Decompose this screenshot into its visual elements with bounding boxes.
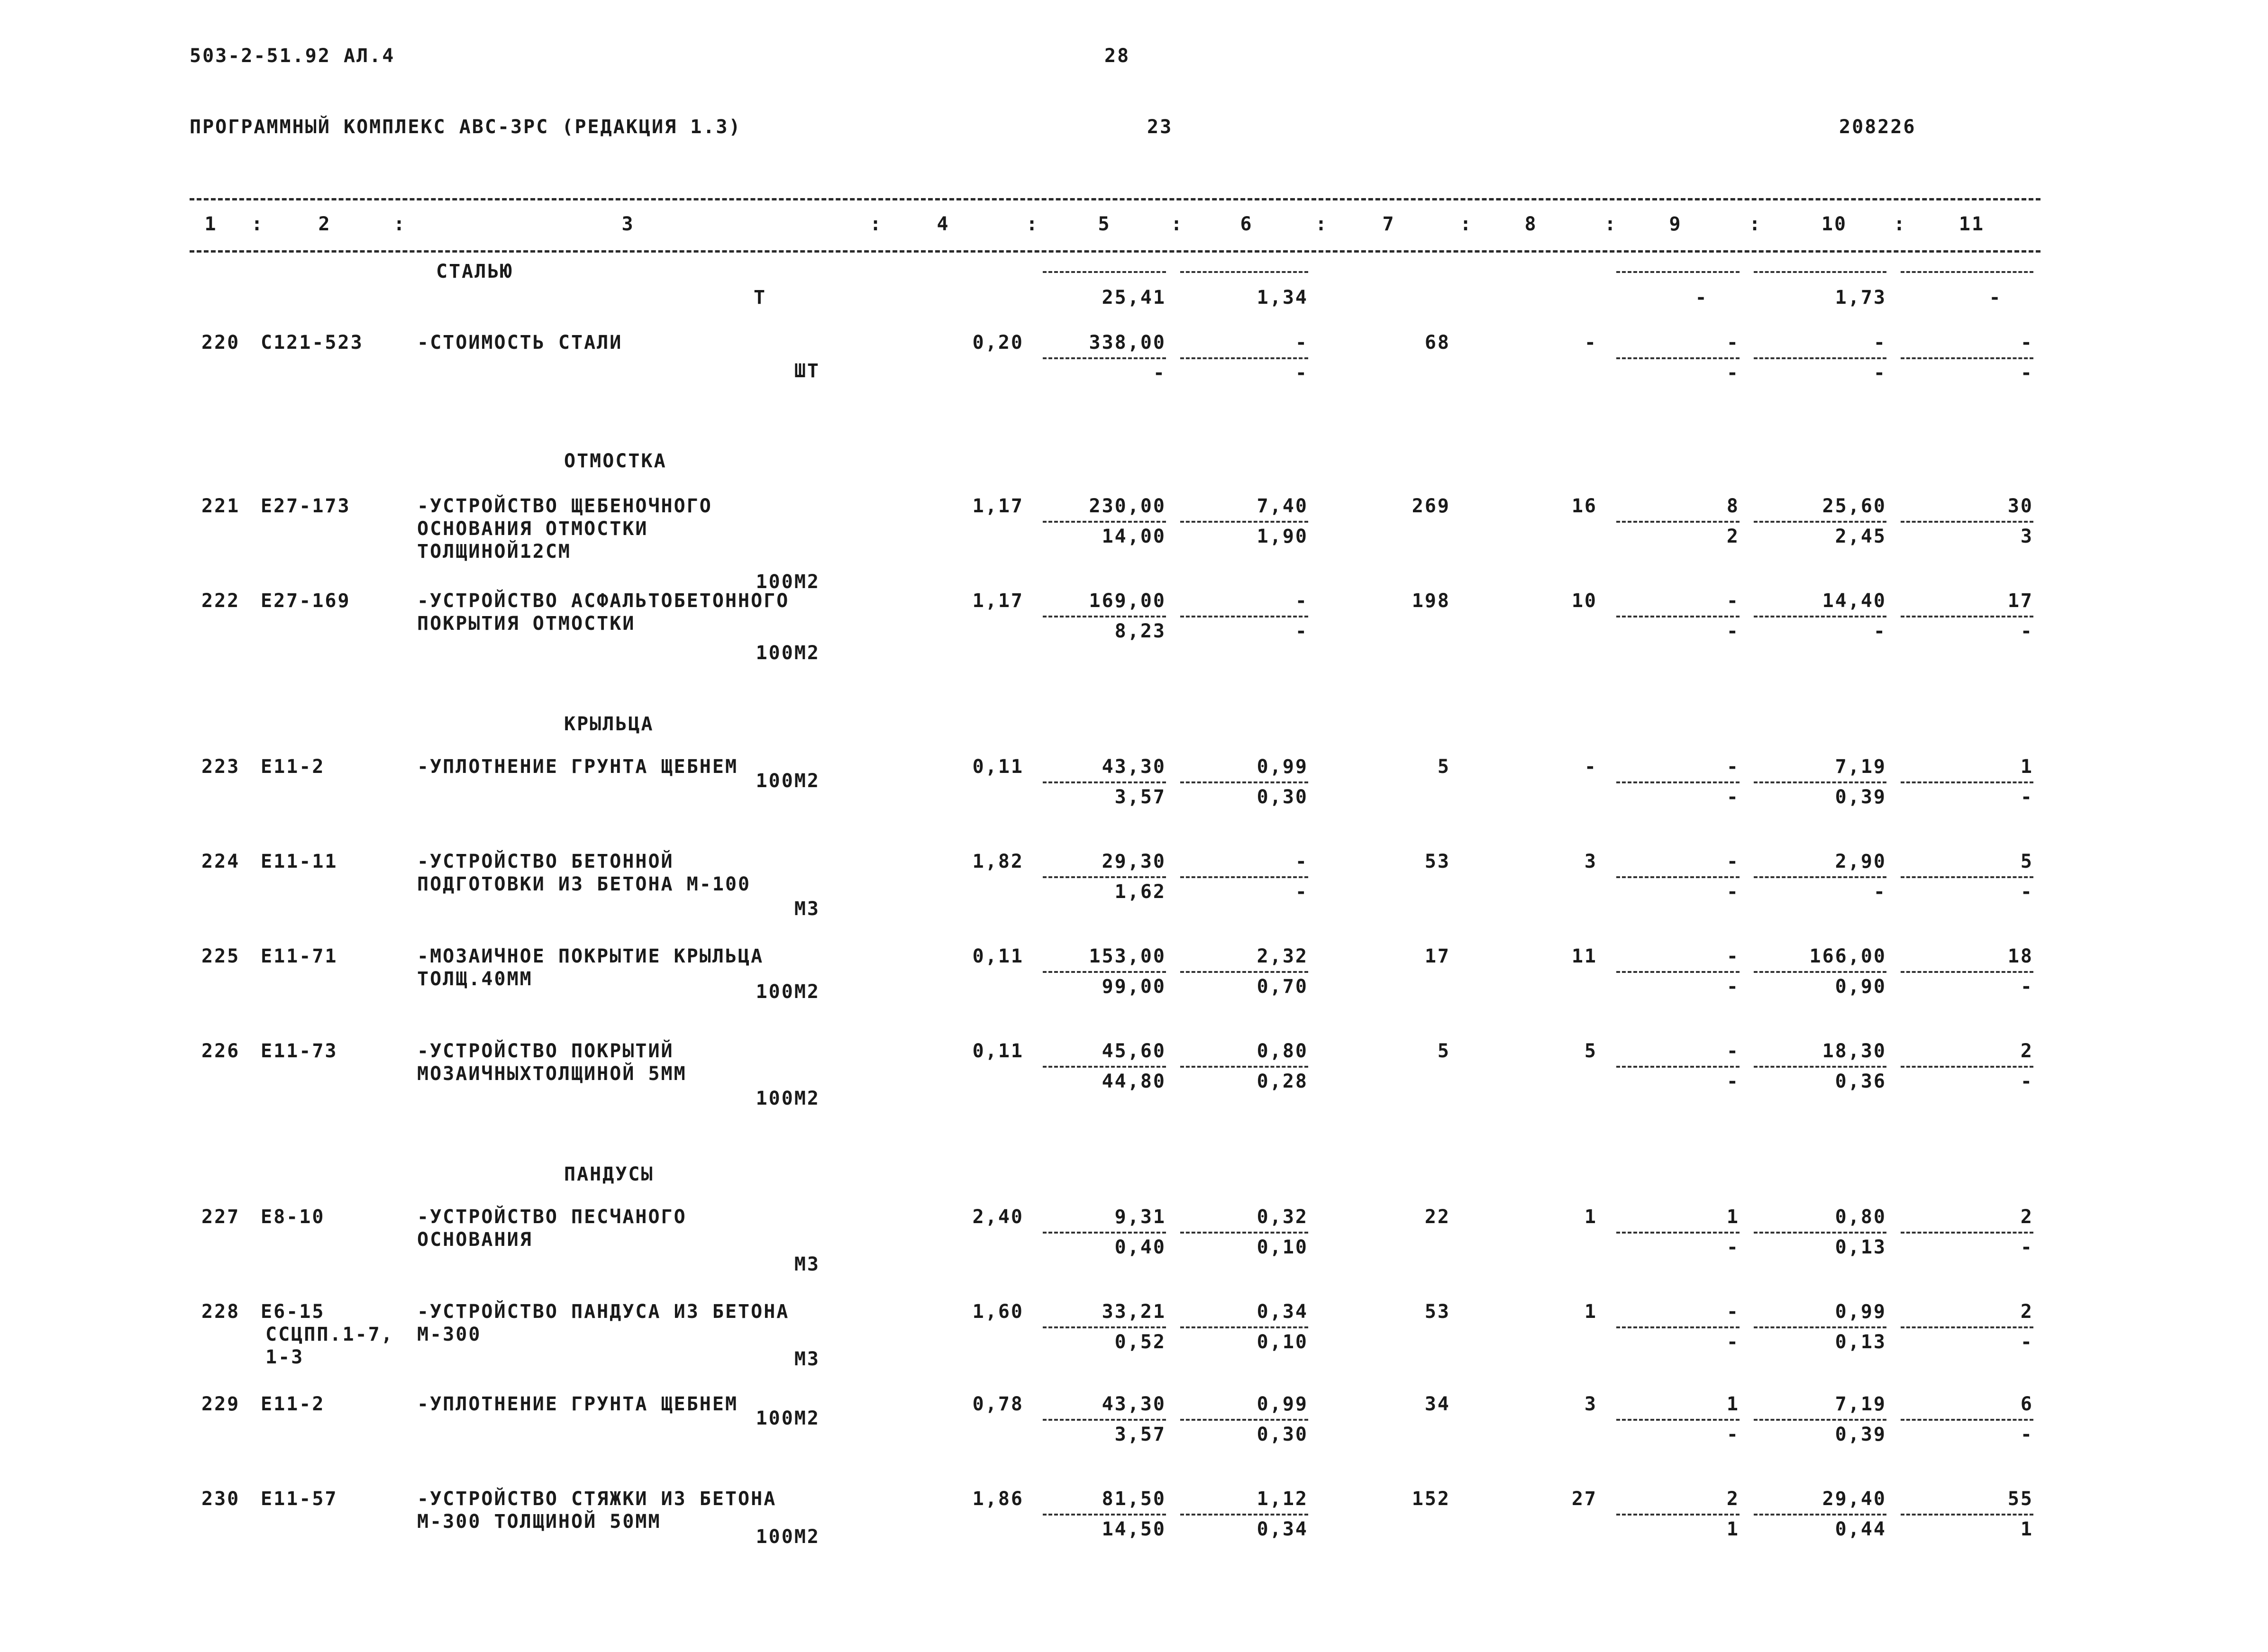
fraction-line [1043,616,1166,617]
cell-c10-bottom: 2,45 [1835,526,1886,547]
cell-c11-top: 5 [2020,851,2033,872]
cell-c11-top: 30 [2007,495,2033,517]
item-unit: 100М2 [756,571,820,593]
col-separator: : [1894,213,1907,235]
cell-c6-bottom: 0,10 [1257,1236,1308,1258]
fraction-line [1754,1066,1886,1068]
cell-c9-bottom: - [1726,1071,1740,1092]
item-unit: М3 [794,1348,820,1370]
cell-c6-bottom: 0,70 [1257,976,1308,998]
cell-c5-top: 43,30 [1102,1393,1166,1415]
cell-c6-top: 7,40 [1257,495,1308,517]
cell-c7: 34 [1424,1393,1450,1415]
item-description: -УСТРОЙСТВО ПЕСЧАНОГО [417,1206,687,1228]
cell-c4: 0,20 [972,332,1024,354]
item-description: -УПЛОТНЕНИЕ ГРУНТА ЩЕБНЕМ [417,1393,738,1415]
cell-c6-bottom: 0,28 [1257,1071,1308,1092]
item-description: СТАЛЬЮ [436,261,513,282]
cell-c11-top: 55 [2007,1488,2033,1510]
item-number: 223 [201,756,240,778]
cell-c9-bottom: 2 [1726,526,1740,547]
item-description: -УСТРОЙСТВО ПОКРЫТИЙ [417,1040,674,1062]
cell-c11-bottom: - [2020,976,2033,998]
fraction-line [1616,1419,1740,1421]
page-number-inner: 23 [1147,116,1173,138]
fraction-line [1616,271,1740,273]
cell-c6-top: - [1295,590,1308,612]
cell-c5-bottom: 8,23 [1114,620,1166,642]
cell-c6-top: 0,34 [1257,1301,1308,1323]
item-unit: 100М2 [756,770,820,792]
cell-c5-top: 45,60 [1102,1040,1166,1062]
item-description: -УСТРОЙСТВО БЕТОННОЙ [417,851,674,872]
cell-c10-top: 0,80 [1835,1206,1886,1228]
fraction-line [1180,271,1308,273]
cell-c9-top: - [1726,851,1740,872]
cell-c9-bottom: - [1695,287,1708,309]
fraction-line [1901,357,2033,359]
cell-c11-bottom: - [2020,362,2033,384]
item-unit: 100М2 [756,981,820,1003]
col-header: 9 [1669,213,1682,235]
cell-c5-bottom: 14,50 [1102,1518,1166,1540]
cell-c8: 5 [1584,1040,1597,1062]
cell-c10-bottom: 1,73 [1835,287,1886,309]
item-code: С121-523 [261,332,364,354]
item-description: -УПЛОТНЕНИЕ ГРУНТА ЩЕБНЕМ [417,756,738,778]
col-header: 1 [204,213,218,235]
item-unit: Т [754,287,767,309]
item-description: -УСТРОЙСТВО ЩЕБЕНОЧНОГО [417,495,712,517]
item-code: Е11-71 [261,945,338,967]
fraction-line [1754,357,1886,359]
cell-c8: - [1584,332,1597,354]
cell-c6-top: - [1295,851,1308,872]
cell-c9-top: 2 [1726,1488,1740,1510]
cell-c10-bottom: 0,90 [1835,976,1886,998]
item-code: Е11-2 [261,1393,325,1415]
item-unit: 100М2 [756,1526,820,1548]
col-separator: : [870,213,883,235]
fraction-line [1754,616,1886,617]
cell-c6-bottom: 1,34 [1257,287,1308,309]
cell-c11-bottom: - [2020,1236,2033,1258]
cell-c5-bottom: 0,52 [1114,1331,1166,1353]
item-description: ОСНОВАНИЯ ОТМОСТКИ [417,518,648,540]
cell-c4: 0,11 [972,756,1024,778]
cell-c4: 2,40 [972,1206,1024,1228]
cell-c6-top: 1,12 [1257,1488,1308,1510]
cell-c10-top: 2,90 [1835,851,1886,872]
cell-c4: 1,60 [972,1301,1024,1323]
cell-c10-top: 25,60 [1822,495,1886,517]
fraction-line [1901,1419,2033,1421]
cell-c11-top: 2 [2020,1301,2033,1323]
cell-c11-top: 1 [2020,756,2033,778]
col-header: 4 [937,213,950,235]
item-number: 228 [201,1301,240,1323]
fraction-line [1901,876,2033,878]
fraction-line [1616,876,1740,878]
col-header: 7 [1382,213,1395,235]
cell-c5-bottom: 44,80 [1102,1071,1166,1092]
cell-c7: 17 [1424,945,1450,967]
page-number-top: 28 [1104,45,1130,67]
item-description: ТОЛЩИНОЙ12СМ [417,541,571,563]
col-header: 5 [1098,213,1111,235]
cell-c11-top: - [2020,332,2033,354]
cell-c5-bottom: 99,00 [1102,976,1166,998]
fraction-line [1616,616,1740,617]
cell-c9-top: - [1726,756,1740,778]
cell-c7: 5 [1437,1040,1450,1062]
fraction-line [1043,1066,1166,1068]
cell-c6-bottom: 0,30 [1257,786,1308,808]
item-description: М-300 [417,1324,482,1345]
fraction-line [1180,1066,1308,1068]
cell-c10-bottom: 0,36 [1835,1071,1886,1092]
col-separator: : [251,213,264,235]
cell-c10-top: 14,40 [1822,590,1886,612]
cell-c10-bottom: - [1873,881,1886,903]
item-code: Е11-57 [261,1488,338,1510]
cell-c10-bottom: - [1873,362,1886,384]
cell-c6-bottom: 0,30 [1257,1424,1308,1445]
cell-c11-bottom: - [2020,1331,2033,1353]
cell-c11-bottom: - [2020,786,2033,808]
cell-c5-top: 338,00 [1089,332,1166,354]
cell-c5-top: 9,31 [1114,1206,1166,1228]
fraction-line [1616,1326,1740,1328]
item-description: МОЗАИЧНЫХТОЛЩИНОЙ 5ММ [417,1063,687,1085]
cell-c8: 1 [1584,1206,1597,1228]
cell-c9-bottom: - [1726,786,1740,808]
cell-c5-top: 81,50 [1102,1488,1166,1510]
item-description: -УСТРОЙСТВО АСФАЛЬТОБЕТОННОГО [417,590,790,612]
cell-c6-bottom: - [1295,881,1308,903]
cell-c7: 22 [1424,1206,1450,1228]
col-separator: : [1171,213,1184,235]
fraction-line [1754,971,1886,973]
cell-c9-bottom: - [1726,976,1740,998]
cell-c8: 3 [1584,1393,1597,1415]
section-title-krylca: КРЫЛЬЦА [564,713,654,735]
fraction-line [1180,1232,1308,1234]
fraction-line [1043,781,1166,783]
cell-c9-bottom: - [1726,620,1740,642]
cell-c10-bottom: 0,39 [1835,786,1886,808]
fraction-line [1754,876,1886,878]
fraction-line [1043,876,1166,878]
item-number: 224 [201,851,240,872]
item-code: Е27-169 [261,590,351,612]
cell-c10-bottom: - [1873,620,1886,642]
cell-c6-top: 2,32 [1257,945,1308,967]
cell-c5-bottom: 3,57 [1114,786,1166,808]
cell-c11-top: 18 [2007,945,2033,967]
cell-c5-bottom: 1,62 [1114,881,1166,903]
cell-c10-top: 166,00 [1809,945,1886,967]
col-separator: : [1604,213,1618,235]
fraction-line [1043,1326,1166,1328]
fraction-line [1754,271,1886,273]
col-separator: : [1026,213,1039,235]
fraction-line [1901,616,2033,617]
cell-c11-top: 6 [2020,1393,2033,1415]
col-header: 8 [1524,213,1538,235]
cell-c5-top: 169,00 [1089,590,1166,612]
header-rule-top [190,198,2040,200]
cell-c7: 68 [1424,332,1450,354]
item-code: Е27-173 [261,495,351,517]
cell-c10-top: - [1873,332,1886,354]
fraction-line [1754,781,1886,783]
item-code: Е11-73 [261,1040,338,1062]
item-number: 226 [201,1040,240,1062]
cell-c7: 152 [1412,1488,1450,1510]
cell-c4: 1,82 [972,851,1024,872]
cell-c6-bottom: - [1295,362,1308,384]
col-header: 2 [318,213,331,235]
cell-c6-bottom: 0,10 [1257,1331,1308,1353]
fraction-line [1180,1514,1308,1516]
item-code: Е8-10 [261,1206,325,1228]
cell-c9-bottom: 1 [1726,1518,1740,1540]
cell-c10-top: 29,40 [1822,1488,1886,1510]
cell-c7: 53 [1424,1301,1450,1323]
cell-c8: 1 [1584,1301,1597,1323]
cell-c10-bottom: 0,44 [1835,1518,1886,1540]
fraction-line [1616,781,1740,783]
item-description: -УСТРОЙСТВО ПАНДУСА ИЗ БЕТОНА [417,1301,790,1323]
col-separator: : [1315,213,1329,235]
cell-c10-top: 7,19 [1835,1393,1886,1415]
cell-c5-top: 153,00 [1089,945,1166,967]
fraction-line [1043,1419,1166,1421]
cell-c4: 1,17 [972,590,1024,612]
cell-c10-top: 7,19 [1835,756,1886,778]
fraction-line [1180,781,1308,783]
fraction-line [1901,1514,2033,1516]
cell-c10-top: 0,99 [1835,1301,1886,1323]
item-description: -УСТРОЙСТВО СТЯЖКИ ИЗ БЕТОНА [417,1488,777,1510]
cell-c9-top: 1 [1726,1206,1740,1228]
item-code-extra: 1-3 [265,1346,304,1368]
item-description: -МОЗАИЧНОЕ ПОКРЫТИЕ КРЫЛЬЦА [417,945,764,967]
cell-c6-top: 0,32 [1257,1206,1308,1228]
item-number: 222 [201,590,240,612]
cell-c8: 16 [1571,495,1597,517]
cell-c5-bottom: - [1153,362,1166,384]
item-number: 227 [201,1206,240,1228]
cell-c9-bottom: - [1726,1331,1740,1353]
item-code-extra: ССЦПП.1-7, [265,1324,394,1345]
cell-c5-bottom: 25,41 [1102,287,1166,309]
cell-c11-bottom: - [2020,881,2033,903]
cell-c10-bottom: 0,13 [1835,1331,1886,1353]
item-description: ТОЛЩ.40ММ [417,968,533,990]
item-description: ПОДГОТОВКИ ИЗ БЕТОНА М-100 [417,873,751,895]
cell-c4: 1,17 [972,495,1024,517]
cell-c8: 3 [1584,851,1597,872]
item-unit: ШТ [794,360,820,382]
cell-c11-bottom: 3 [2020,526,2033,547]
fraction-line [1754,521,1886,523]
fraction-line [1616,971,1740,973]
fraction-line [1616,357,1740,359]
item-number: 221 [201,495,240,517]
fraction-line [1616,1232,1740,1234]
cell-c10-top: 18,30 [1822,1040,1886,1062]
cell-c6-top: 0,80 [1257,1040,1308,1062]
cell-c5-top: 230,00 [1089,495,1166,517]
section-title-pandusy: ПАНДУСЫ [564,1163,654,1185]
cell-c5-top: 29,30 [1102,851,1166,872]
item-code: Е11-2 [261,756,325,778]
col-header: 11 [1958,213,1985,235]
section-title-otmostka: ОТМОСТКА [564,450,667,472]
item-unit: М3 [794,1253,820,1275]
cell-c8: 11 [1571,945,1597,967]
col-separator: : [1749,213,1762,235]
cell-c7: 53 [1424,851,1450,872]
fraction-line [1901,1326,2033,1328]
program-title: ПРОГРАММНЫЙ КОМПЛЕКС АВС-3РС (РЕДАКЦИЯ 1.3) [190,116,742,138]
col-header: 10 [1821,213,1848,235]
cell-c6-top: - [1295,332,1308,354]
item-unit: 100М2 [756,1407,820,1429]
fraction-line [1754,1232,1886,1234]
item-code: Е6-15 [261,1301,325,1323]
fraction-line [1754,1514,1886,1516]
item-description: ОСНОВАНИЯ [417,1229,533,1251]
cell-c9-bottom: - [1726,1424,1740,1445]
fraction-line [1754,1419,1886,1421]
fraction-line [1901,271,2033,273]
fraction-line [1180,1419,1308,1421]
fraction-line [1901,971,2033,973]
cell-c9-top: - [1726,1040,1740,1062]
cell-c8: 27 [1571,1488,1597,1510]
fraction-line [1180,521,1308,523]
col-separator: : [393,213,407,235]
cell-c7: 269 [1412,495,1450,517]
cell-c11-bottom: 1 [2020,1518,2033,1540]
cell-c5-top: 33,21 [1102,1301,1166,1323]
cell-c4: 0,78 [972,1393,1024,1415]
cell-c9-top: 8 [1726,495,1740,517]
item-number: 220 [201,332,240,354]
cell-c9-top: 1 [1726,1393,1740,1415]
cell-c7: 5 [1437,756,1450,778]
item-description: -СТОИМОСТЬ СТАЛИ [417,332,623,354]
fraction-line [1901,521,2033,523]
item-number: 229 [201,1393,240,1415]
cell-c11-bottom: - [1989,287,2002,309]
cell-c6-top: 0,99 [1257,756,1308,778]
col-header: 3 [621,213,635,235]
item-description: ПОКРЫТИЯ ОТМОСТКИ [417,613,636,635]
doc-code: 503-2-51.92 АЛ.4 [190,45,395,67]
col-header: 6 [1240,213,1253,235]
cell-c5-bottom: 3,57 [1114,1424,1166,1445]
fraction-line [1180,1326,1308,1328]
cell-c10-bottom: 0,13 [1835,1236,1886,1258]
fraction-line [1901,1232,2033,1234]
fraction-line [1901,1066,2033,1068]
item-code: Е11-11 [261,851,338,872]
col-separator: : [1460,213,1473,235]
fraction-line [1616,1066,1740,1068]
cell-c5-top: 43,30 [1102,756,1166,778]
cell-c9-top: - [1726,332,1740,354]
cell-c4: 1,86 [972,1488,1024,1510]
cell-c9-top: - [1726,590,1740,612]
cell-c11-bottom: - [2020,1071,2033,1092]
fraction-line [1043,1232,1166,1234]
fraction-line [1616,1514,1740,1516]
item-number: 225 [201,945,240,967]
cell-c6-bottom: - [1295,620,1308,642]
fraction-line [1043,521,1166,523]
cell-c11-top: 2 [2020,1206,2033,1228]
cell-c10-bottom: 0,39 [1835,1424,1886,1445]
fraction-line [1180,971,1308,973]
cell-c4: 0,11 [972,1040,1024,1062]
fraction-line [1180,616,1308,617]
fraction-line [1043,1514,1166,1516]
fraction-line [1754,1326,1886,1328]
fraction-line [1616,521,1740,523]
cell-c4: 0,11 [972,945,1024,967]
cell-c9-bottom: - [1726,1236,1740,1258]
item-number: 230 [201,1488,240,1510]
cell-c9-top: - [1726,945,1740,967]
fraction-line [1043,971,1166,973]
cell-c11-bottom: - [2020,1424,2033,1445]
fraction-line [1180,357,1308,359]
cell-c5-bottom: 0,40 [1114,1236,1166,1258]
cell-c8: - [1584,756,1597,778]
cell-c11-top: 2 [2020,1040,2033,1062]
cell-c7: 198 [1412,590,1450,612]
doc-number: 208226 [1839,116,1916,138]
cell-c9-top: - [1726,1301,1740,1323]
cell-c6-top: 0,99 [1257,1393,1308,1415]
fraction-line [1180,876,1308,878]
fraction-line [1043,271,1166,273]
cell-c9-bottom: - [1726,362,1740,384]
header-rule-bottom [190,250,2040,253]
cell-c11-bottom: - [2020,620,2033,642]
item-unit: 100М2 [756,1088,820,1109]
cell-c5-bottom: 14,00 [1102,526,1166,547]
item-description: М-300 ТОЛЩИНОЙ 50ММ [417,1511,661,1533]
cell-c6-bottom: 0,34 [1257,1518,1308,1540]
cell-c9-bottom: - [1726,881,1740,903]
item-unit: М3 [794,898,820,920]
cell-c11-top: 17 [2007,590,2033,612]
cell-c8: 10 [1571,590,1597,612]
fraction-line [1043,357,1166,359]
fraction-line [1901,781,2033,783]
cell-c6-bottom: 1,90 [1257,526,1308,547]
item-unit: 100М2 [756,642,820,664]
